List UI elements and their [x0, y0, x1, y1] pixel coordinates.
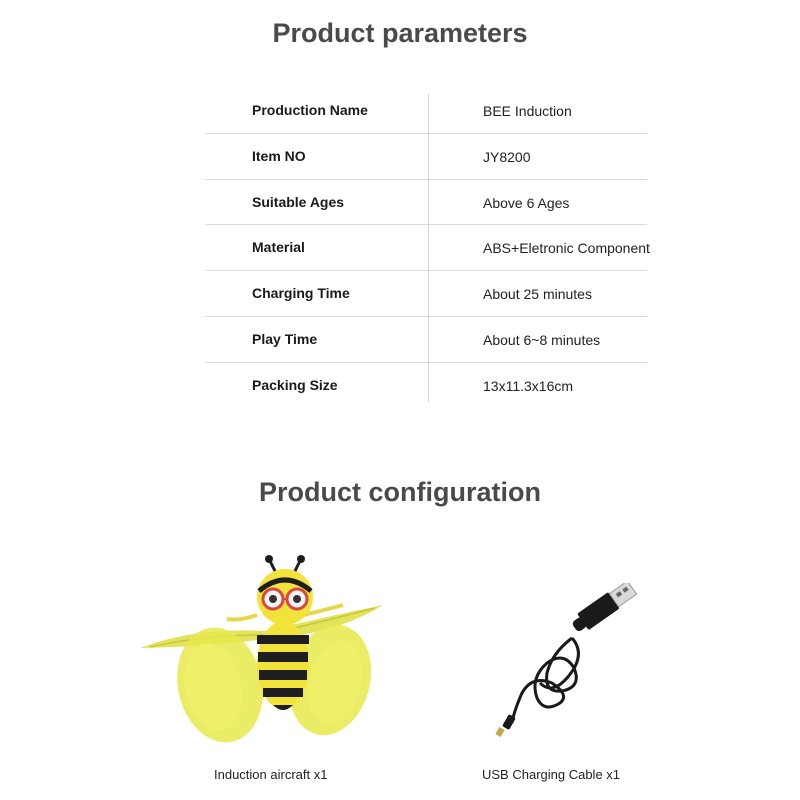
- config-caption-cable: USB Charging Cable x1: [482, 767, 621, 782]
- param-key: Item NO: [252, 147, 306, 164]
- table-row: [205, 363, 647, 408]
- parameters-title: Product parameters: [272, 18, 528, 48]
- param-key: Play Time: [252, 330, 318, 347]
- table-row: [205, 317, 647, 363]
- param-value: About 6~8 minutes: [483, 331, 601, 348]
- table-row: [205, 134, 647, 180]
- table-row: [205, 180, 647, 226]
- param-value: 13x11.3x16cm: [483, 377, 574, 394]
- table-row: [205, 225, 650, 271]
- column-divider: [428, 94, 429, 402]
- param-key: Suitable Ages: [252, 193, 345, 210]
- param-key: Charging Time: [252, 285, 350, 302]
- param-key: Production Name: [252, 102, 368, 118]
- table-row: [205, 88, 647, 134]
- param-value: ABS+Eletronic Component: [483, 240, 650, 257]
- table-row: [205, 271, 647, 317]
- param-value: BEE Induction: [483, 103, 572, 119]
- configuration-title: Product configuration: [259, 477, 541, 507]
- usb-cable-icon: [492, 583, 642, 738]
- bee-drone-icon: [135, 555, 385, 750]
- param-key: Packing Size: [252, 376, 338, 393]
- param-key: Material: [252, 239, 305, 256]
- param-value: Above 6 Ages: [483, 194, 570, 211]
- parameters-table: [205, 88, 650, 408]
- param-value: About 25 minutes: [483, 286, 592, 303]
- config-caption-aircraft: Induction aircraft x1: [214, 767, 328, 782]
- param-value: JY8200: [483, 148, 531, 165]
